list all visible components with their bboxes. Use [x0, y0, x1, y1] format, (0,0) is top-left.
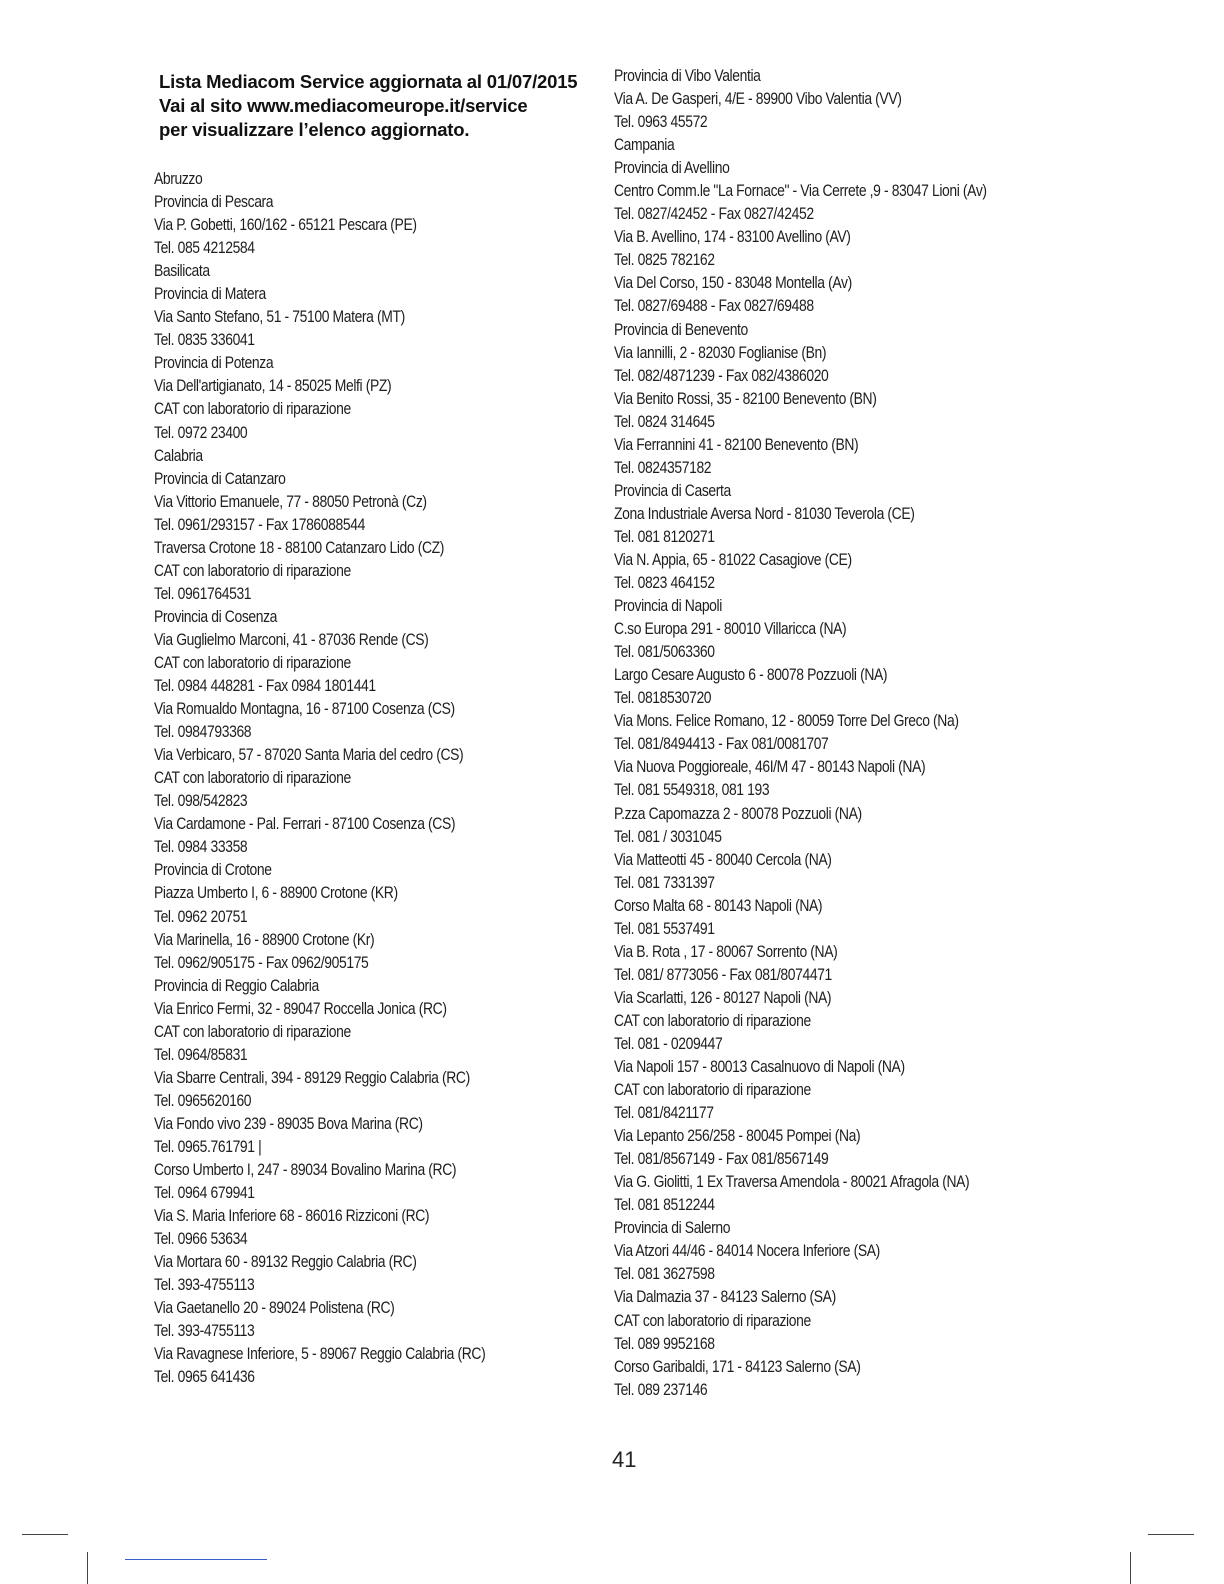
list-item: Via A. De Gasperi, 4/E - 89900 Vibo Valentia (VV) — [614, 90, 902, 109]
page-number: 41 — [612, 1447, 637, 1472]
list-item: Tel. 0825 782162 — [614, 251, 715, 270]
left-column — [154, 168, 594, 1389]
list-item: Tel. 0965620160 — [154, 1091, 252, 1110]
list-item: Corso Garibaldi, 171 - 84123 Salerno (SA) — [614, 1357, 861, 1376]
list-item: Tel. 081 5537491 — [614, 919, 715, 938]
list-item: Tel. 0835 336041 — [154, 331, 255, 350]
list-item: CAT con laboratorio di riparazione — [154, 561, 351, 580]
list-item: Tel. 089 9952168 — [614, 1334, 715, 1353]
list-item: Provincia di Catanzaro — [154, 469, 286, 488]
list-item: Tel. 081 - 0209447 — [614, 1034, 723, 1053]
list-item: Via Sbarre Centrali, 394 - 89129 Reggio Calabria (RC) — [154, 1068, 470, 1087]
list-item: Via Ferrannini 41 - 82100 Benevento (BN) — [614, 435, 859, 454]
header-line-instruction: per visualizzare l’elenco aggiornato. — [159, 119, 470, 140]
list-item: Abruzzo — [154, 170, 203, 188]
list-item: Via Matteotti 45 - 80040 Cercola (NA) — [614, 850, 832, 869]
list-item: P.zza Capomazza 2 - 80078 Pozzuoli (NA) — [614, 804, 862, 823]
list-item: Via Lepanto 256/258 - 80045 Pompei (Na) — [614, 1127, 861, 1146]
list-item: CAT con laboratorio di riparazione — [154, 1022, 351, 1041]
list-item: Tel. 0962/905175 - Fax 0962/905175 — [154, 953, 369, 972]
list-item: Provincia di Salerno — [614, 1219, 731, 1238]
list-item: Via B. Avellino, 174 - 83100 Avellino (AV) — [614, 228, 851, 247]
list-item: Via Atzori 44/46 - 84014 Nocera Inferiore (SA) — [614, 1242, 880, 1261]
list-item: Provincia di Napoli — [614, 597, 722, 616]
document-header — [159, 70, 599, 142]
list-item: Provincia di Potenza — [154, 354, 274, 373]
list-item: Via P. Gobetti, 160/162 - 65121 Pescara (PE) — [154, 216, 417, 235]
list-item: Basilicata — [154, 262, 210, 281]
list-item: Tel. 081/5063360 — [614, 643, 715, 662]
list-item: Largo Cesare Augusto 6 - 80078 Pozzuoli (NA) — [614, 666, 888, 685]
list-item: Tel. 393-4755113 — [154, 1322, 255, 1341]
list-item: Tel. 0961764531 — [154, 584, 252, 603]
list-item: Tel. 082/4871239 - Fax 082/4386020 — [614, 366, 829, 385]
list-item: Tel. 0966 53634 — [154, 1230, 248, 1249]
list-item: Provincia di Vibo Valentia — [614, 67, 761, 85]
list-item: Tel. 0824 314645 — [614, 412, 715, 431]
list-item: Tel. 0965.761791 | — [154, 1137, 262, 1156]
list-item: Via Mortara 60 - 89132 Reggio Calabria (RC) — [154, 1253, 417, 1272]
crop-mark-right-horizontal — [1148, 1534, 1194, 1535]
list-item: Corso Malta 68 - 80143 Napoli (NA) — [614, 896, 823, 915]
blue-rule-bottom — [125, 1559, 267, 1560]
list-item: Via Vittorio Emanuele, 77 - 88050 Petronà (Cz) — [154, 492, 427, 511]
list-item: Zona Industriale Aversa Nord - 81030 Teverola (CE) — [614, 504, 915, 523]
list-item: Tel. 0965 641436 — [154, 1368, 255, 1387]
list-item: Provincia di Cosenza — [154, 607, 278, 626]
list-item: Provincia di Avellino — [614, 159, 730, 178]
crop-mark-left-vertical — [87, 1552, 88, 1584]
list-item: Via Dalmazia 37 - 84123 Salerno (SA) — [614, 1288, 836, 1307]
list-item: CAT con laboratorio di riparazione — [614, 1011, 811, 1030]
list-item: Via Dell'artigianato, 14 - 85025 Melfi (PZ) — [154, 377, 392, 396]
list-item: Tel. 0984793368 — [154, 723, 252, 742]
list-item: Tel. 089 237146 — [614, 1380, 708, 1399]
list-item: Tel. 0823 464152 — [614, 574, 715, 593]
list-item: Via Ravagnese Inferiore, 5 - 89067 Reggio Calabria (RC) — [154, 1345, 486, 1364]
list-item: Via Iannilli, 2 - 82030 Foglianise (Bn) — [614, 343, 827, 362]
list-item: CAT con laboratorio di riparazione — [614, 1311, 811, 1330]
header-line-title: Lista Mediacom Service aggiornata al 01/07/2015 — [159, 71, 578, 92]
list-item: Via Napoli 157 - 80013 Casalnuovo di Napoli (NA) — [614, 1058, 905, 1077]
list-item: Provincia di Pescara — [154, 193, 274, 212]
list-item: Tel. 081 7331397 — [614, 873, 715, 892]
list-item: Via Romualdo Montagna, 16 - 87100 Cosenza (CS) — [154, 700, 455, 719]
list-item: Provincia di Matera — [154, 285, 266, 304]
list-item: CAT con laboratorio di riparazione — [154, 653, 351, 672]
list-item: Tel. 081 8120271 — [614, 527, 715, 546]
list-item: Tel. 081 8512244 — [614, 1196, 715, 1215]
list-item: Via Mons. Felice Romano, 12 - 80059 Torre Del Greco (Na) — [614, 712, 959, 731]
list-item: Campania — [614, 136, 675, 155]
list-item: CAT con laboratorio di riparazione — [614, 1081, 811, 1100]
list-item: Tel. 0961/293157 - Fax 1786088544 — [154, 515, 365, 534]
list-item: Provincia di Crotone — [154, 861, 272, 880]
list-item: Tel. 085 4212584 — [154, 239, 255, 258]
right-column — [614, 65, 1054, 1402]
list-item: Tel. 081/8567149 - Fax 081/8567149 — [614, 1150, 829, 1169]
list-item: Tel. 0984 33358 — [154, 838, 248, 857]
list-item: Calabria — [154, 446, 203, 465]
list-item: Tel. 0827/69488 - Fax 0827/69488 — [614, 297, 814, 316]
list-item: Corso Umberto I, 247 - 89034 Bovalino Marina (RC) — [154, 1161, 457, 1180]
list-item: Tel. 081 / 3031045 — [614, 827, 722, 846]
list-item: Tel. 081/8421177 — [614, 1104, 714, 1123]
list-item: Tel. 0984 448281 - Fax 0984 1801441 — [154, 677, 376, 696]
list-item: Traversa Crotone 18 - 88100 Catanzaro Lido (CZ) — [154, 538, 445, 557]
list-item: Via Fondo vivo 239 - 89035 Bova Marina (RC) — [154, 1114, 423, 1133]
list-item: CAT con laboratorio di riparazione — [154, 400, 351, 419]
list-item: Via Gaetanello 20 - 89024 Polistena (RC) — [154, 1299, 395, 1318]
list-item: Tel. 0962 20751 — [154, 907, 248, 926]
list-item: Via Enrico Fermi, 32 - 89047 Roccella Jonica (RC) — [154, 999, 447, 1018]
list-item: CAT con laboratorio di riparazione — [154, 769, 351, 788]
crop-mark-right-vertical — [1130, 1552, 1131, 1584]
list-item: Via N. Appia, 65 - 81022 Casagiove (CE) — [614, 550, 852, 569]
list-item: Provincia di Caserta — [614, 481, 731, 500]
list-item: Via Marinella, 16 - 88900 Crotone (Kr) — [154, 930, 375, 949]
list-item: Tel. 081/ 8773056 - Fax 081/8074471 — [614, 965, 832, 984]
list-item: Via Cardamone - Pal. Ferrari - 87100 Cosenza (CS) — [154, 815, 456, 834]
list-item: Via Guglielmo Marconi, 41 - 87036 Rende (CS) — [154, 630, 429, 649]
list-item: Centro Comm.le "La Fornace" - Via Cerrete ,9 - 83047 Lioni (Av) — [614, 182, 987, 201]
list-item: Tel. 081 3627598 — [614, 1265, 715, 1284]
list-item: Tel. 0964/85831 — [154, 1045, 248, 1064]
list-item: Via Santo Stefano, 51 - 75100 Matera (MT) — [154, 308, 405, 327]
list-item: Via Nuova Poggioreale, 46I/M 47 - 80143 Napoli (NA) — [614, 758, 926, 777]
list-item: Tel. 081/8494413 - Fax 081/0081707 — [614, 735, 829, 754]
list-item: Tel. 0827/42452 - Fax 0827/42452 — [614, 205, 814, 224]
list-item: Via B. Rota , 17 - 80067 Sorrento (NA) — [614, 942, 838, 961]
crop-mark-left-horizontal — [22, 1534, 68, 1535]
list-item: Via Del Corso, 150 - 83048 Montella (Av) — [614, 274, 852, 293]
list-item: Via S. Maria Inferiore 68 - 86016 Rizziconi (RC) — [154, 1207, 430, 1226]
list-item: Via Benito Rossi, 35 - 82100 Benevento (BN) — [614, 389, 877, 408]
list-item: Tel. 0964 679941 — [154, 1184, 255, 1203]
list-item: Tel. 0824357182 — [614, 458, 712, 477]
list-item: Tel. 0818530720 — [614, 689, 712, 708]
list-item: Via Verbicaro, 57 - 87020 Santa Maria del cedro (CS) — [154, 746, 464, 765]
list-item: Tel. 081 5549318, 081 193 — [614, 781, 770, 800]
list-item: Via G. Giolitti, 1 Ex Traversa Amendola - 80021 Afragola (NA) — [614, 1173, 970, 1192]
list-item: Via Scarlatti, 126 - 80127 Napoli (NA) — [614, 988, 832, 1007]
list-item: Tel. 0972 23400 — [154, 423, 248, 442]
header-line-website: Vai al sito www.mediacomeurope.it/service — [159, 95, 528, 116]
list-item: Tel. 393-4755113 — [154, 1276, 255, 1295]
list-item: Provincia di Benevento — [614, 320, 748, 339]
list-item: Piazza Umberto I, 6 - 88900 Crotone (KR) — [154, 884, 398, 903]
list-item: Provincia di Reggio Calabria — [154, 976, 319, 995]
list-item: C.so Europa 291 - 80010 Villaricca (NA) — [614, 620, 847, 639]
list-item: Tel. 0963 45572 — [614, 113, 708, 132]
list-item: Tel. 098/542823 — [154, 792, 248, 811]
